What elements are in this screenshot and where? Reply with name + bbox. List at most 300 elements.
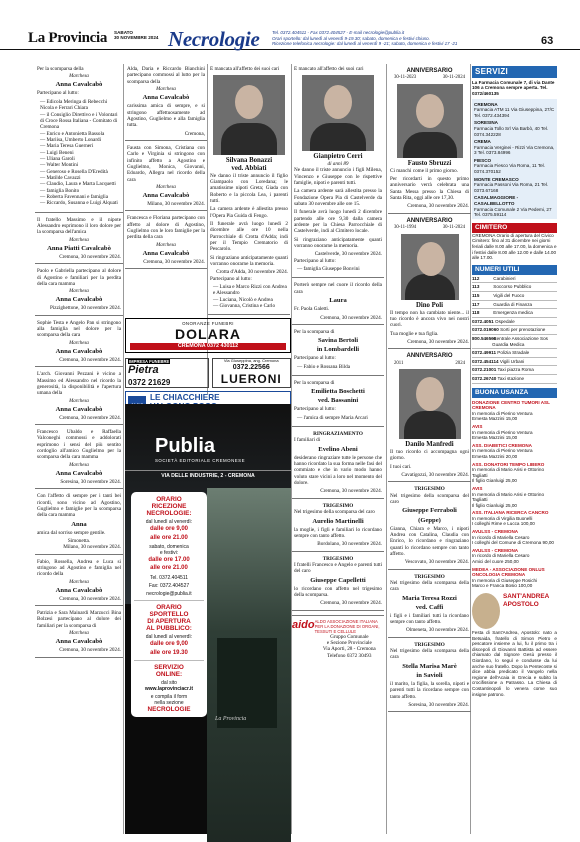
- card-email[interactable]: necrologie@publia.it: [146, 590, 192, 597]
- photo-face: [324, 85, 352, 119]
- publia-box: [125, 404, 291, 834]
- phone-number: 0372.26740: [472, 375, 497, 381]
- phone-number: 113: [472, 284, 480, 290]
- notice-text: Paolo e Gabriella partecipano al dolore di Agostino e familiari per la perdita della cara mamma: [37, 268, 121, 287]
- phone-label: Vigili Urbani: [498, 358, 525, 364]
- card-text: dal sito: [161, 679, 177, 686]
- pharmacy-town: SORESINA: [474, 120, 498, 126]
- card-heading: RICEZIONE: [151, 503, 187, 511]
- list-item: — Luciana, Nicolò e Andrea: [213, 296, 273, 303]
- page-number: 63: [541, 35, 554, 47]
- deceased-name: Dino Poli: [415, 301, 443, 309]
- notice-date: Cavatigozzi, 30 novembre 2024.: [401, 472, 469, 479]
- ad-pietra-text: [128, 359, 170, 387]
- notice-date: Cremona, 30 novembre 2024.: [320, 314, 382, 321]
- useful-number-row: [472, 283, 557, 292]
- obituary-notice: [35, 493, 123, 554]
- notice-title: Marchesa: [69, 398, 89, 404]
- obituary-notice: [208, 66, 290, 315]
- ad-kicker: Via Giuseppina, ang. Cremona: [223, 358, 279, 364]
- card-text: sabato, domenica: [149, 543, 189, 550]
- saint-of-day: [472, 593, 557, 629]
- contact-line: Tel. 0372.404511 - Fax 0372.404527 - E-mail necrologie@publia.it: [272, 30, 405, 35]
- notice-date: Milano, 30 novembre 2024.: [147, 201, 205, 208]
- card-heading: SPORTELLO: [149, 611, 189, 618]
- notice-text: Alda, Daria e Riccardo Bianchini partecipano commossi al lutto per la scomparsa della: [127, 66, 205, 85]
- donation-donor: I colleghi Rime e Lucca 100,00: [472, 521, 535, 527]
- notice-text: I tuoi cari.: [390, 463, 412, 470]
- notice-date: Cremona, 30 novembre 2024.: [407, 203, 469, 210]
- publia-brand: [155, 434, 245, 464]
- list-item: — Walter Montini: [40, 162, 79, 169]
- obituary-notice: [35, 559, 123, 607]
- notice-text: Partecipano al lutto:: [37, 90, 79, 97]
- notice-text: Partecipano al lutto:: [210, 275, 252, 282]
- obituary-notice: [35, 66, 123, 213]
- contact-line: Ricezione telefonica necrologie: dal lunedì al venerdì 9 -21; sabato, domenica e festivi 17 -21: [272, 41, 458, 47]
- notice-date: Cremona, 30 novembre 2024.: [59, 647, 121, 654]
- useful-number-row: [472, 358, 557, 367]
- aido-text: ALDO ASSOCIAZIONE ITALIANA PER LA DONAZIONE DI ORGANI, TESSUTI E CELLULE: [314, 618, 380, 634]
- column-1: [35, 66, 123, 836]
- deceased-name: Anna Cavalcabò: [55, 405, 103, 413]
- pharmacy-town: CREMA: [474, 139, 491, 145]
- deceased-name: Gianpietro Cerri: [313, 153, 363, 161]
- notice-date: Castelverde, 30 novembre 2024.: [314, 251, 382, 258]
- notice-intro: È mancata all'affetto dei suoi cari: [210, 66, 280, 72]
- useful-numbers-title: NUMERI UTILI: [472, 265, 557, 275]
- date-end: 2024: [455, 360, 465, 366]
- notice-text: Partecipano al lutto:: [294, 257, 336, 264]
- list-item: — Luisa e Marco Rizzi con Andrea e Alessandro: [213, 284, 287, 297]
- notice-text: Si ringraziano anticipatamente quanti vorranno onorarne la memoria.: [210, 254, 288, 268]
- date-start: 30-11-1994: [394, 225, 417, 231]
- page-header: [0, 0, 580, 50]
- saint-title: APOSTOLO: [503, 600, 539, 608]
- card-hours: dalle ore 17.00: [148, 557, 190, 564]
- obituary-notice: [35, 320, 123, 368]
- deceased-name: Anna Cavalcabò: [55, 586, 103, 594]
- contact-info: [272, 30, 532, 47]
- donation-memory: In memoria di Giuseppe Rosichi: [472, 577, 538, 583]
- mourners-list: [294, 364, 382, 370]
- phone-number: 0372.019060: [472, 327, 499, 333]
- donation-recipient: ASS. DONATORI TEMPO LIBERO: [472, 461, 545, 467]
- donations-title: BUONA USANZA: [472, 388, 557, 398]
- notice-heading: ANNIVERSARIO: [406, 68, 453, 74]
- notice-date: Cremona, 30 novembre 2024.: [320, 600, 382, 607]
- notice-text: Partecipano al lutto:: [294, 355, 336, 362]
- deceased-name: Anna: [71, 520, 87, 528]
- pharmacy-details: Farmacia Verginei - Rizzi Via Cremona, 3 Tel. 0373.84996: [474, 144, 555, 156]
- pharmacy-details: Farmacia Fiesco Via Roma, 11 Tel. 0374.370152: [474, 163, 545, 175]
- useful-number-row: [472, 335, 557, 349]
- notice-text: Il funerale avrà luogo lunedì 2 dicembre partendo alle ore 9,30 dalla camera ardente per la Chiesa Parrocchiale di Castelverde, indi al Cimitero locale.: [294, 209, 382, 235]
- deceased-name: Anna Piatti Cavalcabò: [47, 244, 111, 252]
- notice-text: Con l'affetto di sempre per i tanti bei ricordi, sono vicino ad Agostino, Guglielmo e famiglie per la scomparsa della cara mamma: [37, 493, 121, 519]
- deceased-photo: [302, 75, 374, 151]
- ad-brand: DOLARA: [175, 326, 241, 343]
- deceased-name: Stella Marisa Marè: [402, 662, 457, 670]
- notice-date: Crotta d'Adda, 30 novembre 2024.: [216, 269, 288, 276]
- mourners-list: [37, 99, 121, 207]
- deceased-name: Giuseppe Capelletti: [310, 576, 366, 584]
- notice-heading: RINGRAZIAMENTO: [313, 431, 363, 438]
- notice-intro: È mancato all'affetto dei suoi cari: [294, 66, 364, 72]
- donation-recipient: ASS. DIABETICI CREMONA: [472, 442, 532, 448]
- publia-tagline: SOCIETÀ EDITORIALE CREMONESE: [155, 458, 246, 464]
- donation-donor: Il figlio Gianluigi 25,00: [472, 478, 517, 484]
- cemetery-title: CIMITERO: [472, 223, 557, 233]
- notice-date: Cremona, 30 novembre 2024.: [143, 258, 205, 265]
- deceased-name: Danilo Manfredi: [405, 441, 454, 449]
- donation-entry: [472, 486, 557, 508]
- notice-intro: I fratelli Francesco e Angelo e parenti tutti del caro: [294, 561, 383, 575]
- notice-date: Cremona, 30 novembre 2024.: [407, 338, 469, 345]
- notice-title: Marchesa: [156, 87, 176, 93]
- donation-entry: [472, 529, 557, 546]
- publia-logo: Publia: [155, 435, 216, 457]
- pharmacy-list: [472, 99, 557, 219]
- deceased-name: Aurelio Martinelli: [312, 517, 364, 525]
- card-hours: dalle ore 9,00: [149, 526, 189, 533]
- obituary-notice: [292, 329, 384, 376]
- section-title: Necrologie: [168, 27, 260, 51]
- donation-memory: In ricordo di Mariella Cesaro: [472, 553, 530, 559]
- aido-signature: Gruppo Comunale: [330, 633, 369, 640]
- card-heading: ORARIO: [156, 603, 182, 611]
- obituary-notice: [35, 610, 123, 658]
- aido-notice: [292, 615, 384, 659]
- obituary-notice: [35, 268, 123, 316]
- notice-date: Pizzighettone, 30 novembre 2024.: [49, 305, 121, 312]
- list-item: — Riccardo, Susanna e Luigi Alquati: [40, 200, 118, 207]
- notice-title: Marchesa: [69, 74, 89, 80]
- card-text: dal lunedì al venerdì:: [145, 519, 193, 526]
- ad-pietra[interactable]: [125, 358, 209, 388]
- pharmacy-details: Farmacia Comunale 2 Via Pedemi, 27 Tel. 0375.59114: [474, 206, 552, 218]
- column-3: [208, 66, 290, 396]
- ad-kicker: IMPRESA FUNEBRE: [129, 359, 170, 365]
- notice-date: Milano, 30 novembre 2024.: [63, 544, 121, 551]
- donation-entry: [472, 510, 557, 527]
- cemetery-hours: CREMONA Orario di apertura del Civico Cimitero: fino al 31 dicembre nei giorni feriali dalle 8.00 alle 17.00, la domenica e i festivi dalle 8.00 alle 12.00 e dalle 14.00 alle 17.00.: [472, 232, 557, 261]
- services-sidebar: [472, 66, 557, 836]
- deceased-photo: [399, 369, 461, 439]
- obituary-notice: [292, 282, 384, 324]
- obituary-notice: [125, 145, 207, 212]
- notice-text: L'arch. Giovanni Pezzani è vicino a Massimo ed Alessandro nel ricordo la generosità, la disponibilità e l'apertura umana della: [37, 371, 121, 397]
- obituary-notice: [292, 380, 384, 427]
- notice-date: Cremona, 30 novembre 2024.: [59, 414, 121, 421]
- pharmacy-town: CASALMAGGIORE - CASALBELLOTTO: [474, 195, 519, 207]
- notice-text: Porterò sempre nel cuore il ricordo della cara: [294, 282, 382, 295]
- card-hours: alle ore 19.30: [150, 649, 188, 656]
- notice-title: Marchesa: [156, 184, 176, 190]
- photo-figure: [404, 411, 456, 439]
- photo-face: [417, 242, 445, 276]
- notice-title: Marchesa: [69, 631, 89, 637]
- date-end: 30-11-2024: [442, 225, 465, 231]
- list-item: — Claudio, Laura e Marta Lacquetti: [40, 181, 116, 188]
- publia-info-card: [131, 492, 207, 717]
- date-start: 30-11-2023: [394, 75, 417, 81]
- notice-heading: TRIGESIMO: [322, 555, 354, 562]
- notice-title: Marchesa: [69, 289, 89, 295]
- deceased-name: Anna Cavalcabò: [142, 249, 190, 257]
- anniversary-notice: [388, 353, 471, 482]
- aido-logo: aido: [292, 618, 315, 631]
- donation-memory: In memoria di Pierino Ventura: [472, 429, 533, 435]
- card-text: nella sezione: [154, 700, 184, 707]
- photo-figure: [405, 274, 455, 300]
- notice-text: Gianna, Chiara e Marco, i nipoti Andrea con Catalina, Claudia con Enrico, lo ricordano e ringraziano quanti lo ricordano sempre con tanto affetto.: [390, 525, 469, 557]
- notice-heading: TRIGESIMO: [414, 641, 445, 648]
- office-wall: [217, 638, 277, 728]
- ad-kicker: ONORANZE FUNEBRI: [182, 321, 234, 326]
- donation-recipient: ASS. ITALIANA RICERCA CANCRO: [472, 510, 549, 516]
- list-item: — Fabio e Rossana Bilda: [297, 363, 351, 370]
- aido-phone: Telefono 0372 30493: [327, 652, 372, 659]
- notice-text: Il tuo ricordo ci accompagna ogni giorno.: [390, 449, 469, 462]
- donation-entry: [472, 443, 557, 460]
- obituary-notice: [35, 371, 123, 425]
- card-text: dal lunedì al venerdì:: [145, 634, 193, 641]
- deceased-name: Anna Cavalcabò: [55, 638, 103, 646]
- notice-intro: Nel trigesimo della scomparsa della cara: [390, 648, 469, 661]
- notice-text: Sophie Testa e Angelo Pan si stringono alla famiglia nel dolore per la scomparsa della cara: [37, 319, 121, 339]
- notice-text: lo ricordano con affetto nel trigesimo della scomparsa.: [294, 585, 382, 598]
- ad-line: LE CHIACCHIERE: [150, 393, 220, 403]
- obituary-notice: [35, 429, 123, 489]
- notice-heading: TRIGESIMO: [322, 502, 354, 509]
- list-item: — Roberta Favennani e famiglia: [40, 193, 108, 200]
- notice-date: Cremona, 30 novembre 2024.: [59, 595, 121, 602]
- photo-figure: [403, 132, 457, 158]
- notice-date: Olmeneta, 30 novembre 2024.: [406, 627, 469, 634]
- donation-donor: Emesta Mazzini 20,00: [472, 453, 518, 459]
- deceased-photo: [213, 75, 285, 155]
- donations-list: [472, 400, 557, 589]
- deceased-nickname: (Geppe): [418, 516, 441, 524]
- photo-figure: [310, 123, 366, 151]
- office-photo: [207, 488, 291, 842]
- card-hours: alle ore 21.00: [150, 565, 188, 572]
- anniversary-notice: [388, 218, 471, 349]
- donation-memory: In memoria di Mario Arisi e Ottorino Tagliatti: [472, 491, 544, 503]
- notice-date: Cremona,: [184, 130, 205, 137]
- notice-date: Soresina, 30 novembre 2024.: [408, 701, 469, 708]
- phone-label: Emergenza medica: [492, 310, 533, 316]
- saint-heading: [503, 593, 549, 629]
- card-phone: Tel. 0372.404511: [150, 574, 188, 581]
- column-rule: [123, 64, 124, 834]
- deceased-name-suffix: in Lombardelli: [316, 346, 360, 354]
- list-item: — Enrico e Antonietta Bassola: [40, 130, 105, 137]
- donation-donor: Amici del cuore 250,00: [472, 559, 519, 565]
- deceased-name: Maria Teresa Rozzi: [402, 594, 457, 602]
- anniversary-notice: [388, 68, 471, 214]
- phone-number: 0372.454114: [472, 358, 499, 364]
- notice-text: La camera ardente è allestita presso l'Opera Pia Guida di Fengo.: [210, 206, 288, 219]
- deceased-name-suffix: ved. Bassanini: [317, 397, 359, 405]
- obituary-notice: [125, 66, 207, 141]
- notice-text: Partecipano al lutto:: [294, 406, 336, 413]
- deceased-photo: [401, 234, 459, 300]
- notice-text: i figli e i familiari tutti la ricordano sempre con tanto affetto.: [390, 612, 469, 626]
- deceased-name: Savina Bertoli: [317, 337, 359, 345]
- deceased-name: Anna Cavalcabò: [142, 94, 190, 102]
- pharmacy-details: Farmacia Passoni Via Roma, 21 Tel. 0373.67168: [474, 182, 549, 193]
- trigesimo-notice: [292, 503, 384, 552]
- list-item: — Luigi Beneni: [40, 149, 74, 156]
- card-divider: [134, 600, 204, 601]
- deceased-name: Giuseppe Ferraboli: [402, 507, 457, 515]
- donation-memory: In memoria di Virgilia Buonelli: [472, 515, 533, 521]
- ad-brand: LUERONI: [220, 372, 282, 387]
- thanks-notice: [292, 431, 384, 499]
- photo-face: [416, 377, 444, 411]
- notice-text: Francesco Ubaldo e Raffaella Valconeghi commossi e addolorati esprimono i sensi del più sentito cordoglio all'amico Guglielmo per la scomparsa della cara mamma: [37, 429, 121, 461]
- donation-recipient: MEDEA - ASSOCIAZIONE ONLUS ONCOLOGIA CREMONA: [472, 566, 545, 578]
- card-heading: NECROLOGIE:: [146, 510, 192, 518]
- pharmacy-town: MONTE CREMASCO: [474, 176, 519, 182]
- phone-number: 117: [472, 301, 480, 307]
- obituary-notice: [125, 215, 207, 269]
- notice-text: desiderano ringraziare tutte le persone che hanno ricordato la sua forma nelle fasi del commiato e che in vario modo hanno voluto stare vicini a loro nel momento del dolore.: [294, 454, 382, 487]
- notice-text: la moglie, i figli e familiari lo ricordano sempre con tanto affetto.: [294, 526, 382, 539]
- phone-number: 0372.4051: [472, 318, 494, 324]
- masthead: La Provincia: [28, 30, 108, 46]
- card-heading: AL PUBBLICO:: [146, 625, 192, 633]
- photo-face: [235, 85, 263, 119]
- trigesimo-notice: [388, 486, 471, 569]
- donation-entry: [472, 567, 557, 589]
- trigesimo-notice: [388, 642, 471, 712]
- notice-text: Il fratello Massimo e il nipote Alessandro esprimono il loro dolore per la scomparsa dell'amica: [37, 216, 121, 236]
- saint-text: Festa di Sant'Andrea, Apostolo: nato a Betsaida, fratello di Simon Pietro e pescatore insieme a lui, fu il primo tra i discepoli di Giovanni Battista ad essere chiamato dal Signore Gesù presso il Giordano, lo seguì e condusse da lui anche suo fratello. Dopo la Pentecoste si dice abbia predicato il Vangelo nella regione dell'Acaia in Grecia e subito la crocifissione a Patrasso. La Chiesa di Costantinopoli lo venera come suo insigne patrono.: [472, 630, 557, 697]
- notice-intro: Per la scomparsa della: [37, 66, 84, 72]
- notice-text: amica dal sorriso sempre gentile.: [37, 529, 106, 536]
- mourners-list: [294, 415, 382, 421]
- phone-number: 0372.49911: [472, 350, 497, 356]
- aido-body: [315, 619, 384, 659]
- deceased-name: Emilietta Boschetti: [311, 388, 365, 396]
- card-text: e compila il form: [150, 694, 188, 701]
- useful-number-row: [472, 292, 557, 301]
- phone-label: Polizia Stradale: [496, 350, 530, 356]
- aido-signature: e Sezione Provinciale: [326, 640, 372, 647]
- donation-memory: In memoria di Pierino Ventura: [472, 448, 533, 454]
- donation-entry: [472, 462, 557, 484]
- publia-address: VIA DELLE INDUSTRIE, 2 - CREMONA: [125, 470, 291, 479]
- notice-heading: ANNIVERSARIO: [406, 353, 453, 360]
- notice-text: Fausta con Simona, Cristiana con Carlo e Virginia si stringono con infinito affetto a Agostino e Guglielmo, Monica, Giovanni, Edoardo, Allegra nel ricordo della cara: [127, 144, 205, 183]
- mourners-list: [210, 284, 288, 309]
- card-heading: NECROLOGIE: [147, 706, 191, 714]
- useful-number-row: [472, 275, 557, 284]
- anniversary-dates: [390, 75, 469, 81]
- notice-text: La camera ardente sarà allestita presso la Fondazione Opera Pia di Castelverde da sabato 30 novembre alle ore 15.: [294, 188, 382, 208]
- notice-text: Francesca e Floriana partecipano con affetto al dolore di Agostino, Guglielmo con le loro famiglie per la perdita della cara: [127, 215, 205, 241]
- anniversary-dates: [390, 361, 469, 367]
- notice-title: Marchesa: [69, 340, 89, 346]
- deceased-name-suffix: ved. Abbiati: [231, 164, 267, 172]
- deceased-name: Evelino Abeni: [318, 445, 358, 453]
- deceased-name-suffix: ved. Caffi: [415, 603, 444, 611]
- notice-date: Bordolano, 30 novembre 2024.: [317, 541, 382, 548]
- deceased-name: Laura: [329, 297, 347, 305]
- useful-number-row: [472, 326, 557, 335]
- card-hours: dalle ore 9,00: [149, 641, 189, 648]
- deceased-name: Fausto Sbruzzi: [407, 160, 452, 168]
- phone-label: Vigili del Fuoco: [492, 293, 525, 299]
- contact-line: Orari sportello: dal lunedì al venerdì 9-19.30; sabato, domenica e festivi chiuso.: [272, 35, 430, 41]
- list-item: — Edicola Meringa di Rebecchi Nicola e Ferrari Chiara: [40, 98, 108, 112]
- aido-address: Via Aporti, 28 - Cremona: [322, 646, 376, 653]
- list-item: — famiglia Bonito: [40, 187, 80, 194]
- pharmacy-details: Farmacia Tollo Srl Via Barbò, 40 Tel. 0374.342228: [474, 125, 549, 137]
- card-divider: [134, 660, 204, 661]
- pharmacy-town: FIESCO: [474, 157, 492, 163]
- phone-number: 800.546566: [472, 336, 497, 341]
- card-heading: SERVIZIO: [154, 663, 184, 671]
- useful-numbers-list: [472, 275, 557, 384]
- notice-signature: Fr. Paola Galetti.: [294, 306, 330, 313]
- notice-text: Patrizia e Sara Mainardi Marzucci Bina Bolzesi partecipano al dolore dei familiari per la scomparsa di: [37, 610, 121, 629]
- photo-figure: [221, 123, 277, 155]
- phone-number: 112: [472, 275, 480, 281]
- donation-recipient: AVIS: [472, 485, 483, 491]
- list-item: — Giovanna, Cristina e Carlo: [213, 303, 276, 310]
- notice-text: Per ricordarti in questo primo anniversario verrà celebrata una Santa Messa presso la Chiesa di Santa Rita, oggi alle ore 17,30.: [390, 176, 469, 202]
- trigesimo-notice: [388, 574, 471, 638]
- useful-number-row: [472, 375, 557, 384]
- deceased-name: Anna Cavalcabò: [55, 347, 103, 355]
- notice-text: Ci manchi come il primo giorno.: [390, 167, 459, 174]
- notice-text: Il funerale avrà luogo lunedì 2 dicembre alle ore 10 nella Parrocchiale di Crotta d'Adda; indi per il Tempio Crematorio di Pescarolo.: [210, 220, 288, 253]
- obituary-notice: [292, 66, 384, 278]
- notice-text: Fabio, Rossella, Andrea e Luca si stringono ad Agostino e famiglia nel ricordo della: [37, 558, 121, 578]
- phone-label: Centrale Associazione Sos Guardia Medica: [492, 336, 548, 347]
- notice-text: Ne danno il triste annuncio i figli Milena, Vincenzo e Giuseppe con le rispettive famiglie, nipoti e parenti tutti.: [294, 167, 382, 186]
- phone-label: Carabinieri: [492, 275, 516, 281]
- mourners-list: [294, 266, 382, 272]
- donation-recipient: AVULSS - CREMONA: [472, 547, 519, 553]
- notice-text: Si ringraziano anticipatamente quanti vorranno onorarne la memoria.: [294, 236, 382, 250]
- pharmacy-details: Farmacia ATM 11 Via Giuseppina, 27/C Tel. 0372.434394: [474, 107, 555, 118]
- card-url[interactable]: www.laprovinciacr.it: [144, 686, 194, 693]
- notice-date: Cremona, 30 novembre 2024.: [59, 253, 121, 260]
- notice-intro: Nel trigesimo della scomparsa del caro: [294, 509, 375, 516]
- ad-phone: CREMONA 0372 430112: [130, 343, 286, 350]
- phone-label: Soccorso Pubblico: [492, 284, 532, 290]
- trigesimo-notice: [292, 556, 384, 611]
- services-intro: La Farmacia Comunale 7, di via Dante 106 a Cremona sempre aperta. Tel. 0372/460135: [472, 79, 555, 96]
- notice-title: Marchesa: [69, 237, 89, 243]
- list-item: — Matilde Cavazzi: [40, 174, 81, 181]
- phone-number: 115: [472, 293, 480, 299]
- services-title: SERVIZI: [472, 66, 557, 78]
- notice-intro: Nel trigesimo della scomparsa del caro: [390, 492, 469, 506]
- column-rule: [386, 64, 387, 834]
- list-item: — Generoso e Rosella D'Eredità: [40, 168, 108, 175]
- notice-date: Cremona, 30 novembre 2024.: [59, 356, 121, 363]
- notice-date: Soresina, 30 novembre 2024.: [60, 478, 121, 485]
- phone-number: 118: [472, 310, 480, 316]
- notice-title: Marchesa: [69, 462, 89, 468]
- deceased-name: Anna Cavalcabò: [55, 469, 103, 477]
